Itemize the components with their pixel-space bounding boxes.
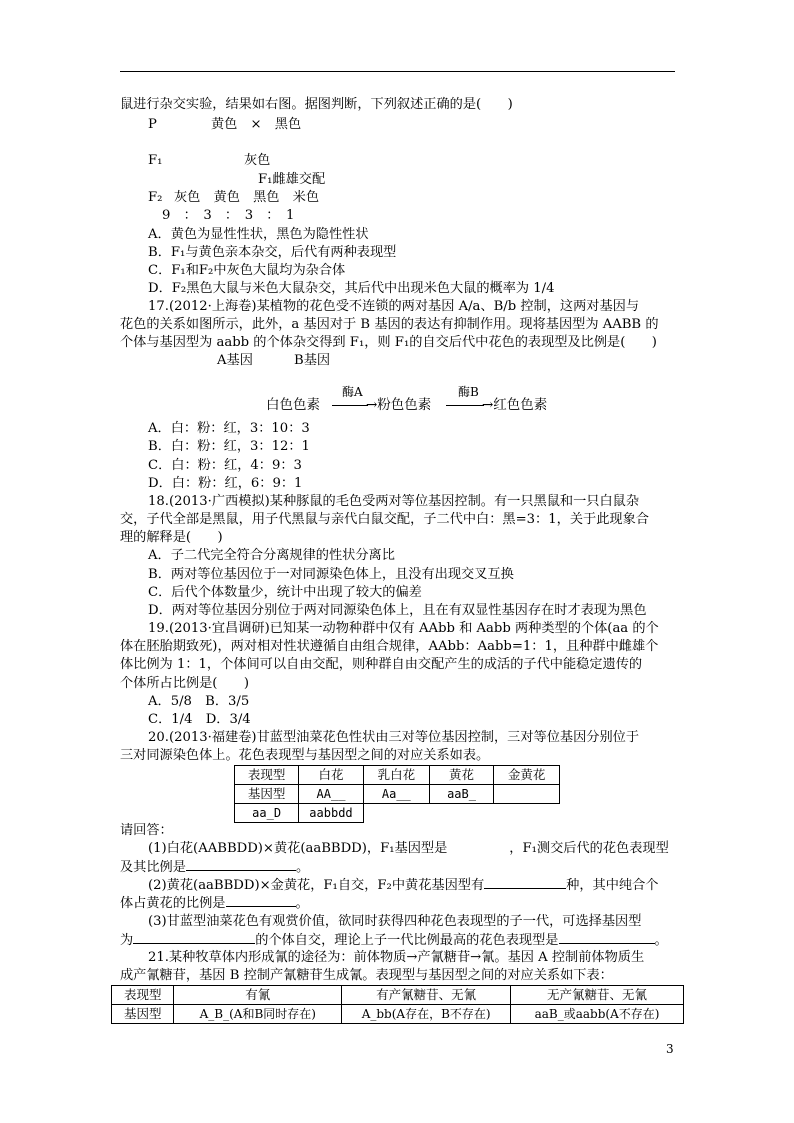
- q17-option-a: A．白：粉：红，3：10：3: [148, 421, 310, 436]
- f2-values: 灰色 黄色 黑色 米色: [174, 190, 320, 205]
- p-cross: 黄色 × 黑色: [211, 117, 302, 132]
- answer-3-text-b: 为: [120, 933, 134, 948]
- table-cell: A_bb(A存在，B不存在): [342, 1005, 511, 1024]
- pathway-red: →红色色素: [482, 397, 548, 413]
- answer-1-text-c: 及其比例是: [120, 860, 186, 875]
- table-row: [112, 1005, 684, 1024]
- table-cell: 有氰: [174, 986, 342, 1005]
- q18-option-c: C．后代个体数量少，统计中出现了较大的偏差: [148, 585, 422, 600]
- answer-2-line-2: [120, 894, 309, 912]
- q17-option-b: B．白：粉：红，3：12：1: [148, 439, 310, 454]
- table-cell: 白花: [299, 766, 364, 785]
- enzyme-b-label: 酶B: [458, 385, 479, 399]
- q16-option-c: C．F₁和F₂中灰色大鼠均为杂合体: [148, 263, 346, 278]
- answer-3-line-2: [120, 931, 668, 949]
- f1-mating: F₁雌雄交配: [258, 172, 326, 187]
- table-cell: aa_D: [235, 804, 299, 823]
- answer-2-text-b: 种，其中纯合个: [566, 878, 659, 893]
- answer-prompt: 请回答：: [120, 823, 173, 838]
- cyanide-table: [111, 985, 684, 1024]
- q19-stem-3: 体比例为 1：1，个体间可以自由交配，则种群自由交配产生的成活的子代中能稳定遗传的: [120, 657, 643, 672]
- pathway-arrow-line-b: [446, 405, 484, 406]
- q16-stem: 鼠进行杂交实验，结果如右图。据图判断，下列叙述正确的是( ): [120, 97, 513, 112]
- q19-options-ab: A．5/8 B．3/5: [148, 694, 250, 709]
- table-cell: Aa__: [363, 785, 429, 804]
- q17-stem-2: 花色的关系如图所示，此外，a 基因对于 B 基因的表达有抑制作用。现将基因型为 AABB 的: [120, 317, 659, 332]
- table-cell: aabbdd: [299, 804, 364, 823]
- answer-3-blank-2[interactable]: [559, 931, 655, 944]
- answer-2-blank-2[interactable]: [226, 894, 296, 907]
- f1-value: 灰色: [244, 153, 271, 168]
- answer-1-blank[interactable]: [186, 858, 296, 871]
- q18-option-d: D．两对等位基因分别位于两对同源染色体上，且在有双显性基因存在时才表现为黑色: [148, 603, 647, 618]
- table-cell: 乳白花: [363, 766, 429, 785]
- punctuation: 。: [295, 896, 309, 911]
- f2-label: F₂: [148, 190, 163, 205]
- punctuation: 。: [295, 860, 310, 875]
- answer-2-text-a: (2)黄花(aaBBDD)×金黄花，F₁自交，F₂中黄花基因型有: [148, 878, 485, 893]
- q17-option-d: D．白：粉：红，6：9：1: [148, 476, 303, 491]
- q19-options-cd: C．1/4 D．3/4: [148, 712, 251, 727]
- answer-1-line-1: [148, 840, 669, 857]
- table-row: [235, 785, 560, 804]
- q18-option-b: B．两对等位基因位于一对同源染色体上，且没有出现交叉互换: [148, 567, 514, 582]
- table-row: [235, 804, 560, 823]
- answer-1-text-b: ，F₁测交后代的花色表现型: [509, 841, 669, 856]
- q17-stem-3: 个体与基因型为 aabb 的个体杂交得到 F₁，则 F₁的自交后代中花色的表现型及比例是( ): [120, 335, 657, 350]
- answer-2-line-1: [148, 876, 658, 894]
- pathway-arrow-line-a: [332, 405, 368, 406]
- table-row: [235, 766, 560, 785]
- header-rule: [120, 71, 675, 72]
- q19-stem-4: 个体所占比例是( ): [120, 676, 249, 691]
- table-cell: aaB_: [429, 785, 493, 804]
- q19-stem-2: 体在胚胎期致死)，两对相对性状遵循自由组合规律，AAbb：Aabb=1：1，且种群中雌雄个: [120, 639, 659, 654]
- enzyme-a-label: 酶A: [342, 385, 363, 399]
- q16-option-a: A．黄色为显性性状，黑色为隐性性状: [148, 227, 369, 242]
- q20-stem-1: 20.(2013·福建卷)甘蓝型油菜花色性状由三对等位基因控制，三对等位基因分别位于: [148, 730, 640, 745]
- table-cell: 基因型: [235, 785, 299, 804]
- q21-stem-2: 成产氰糖苷，基因 B 控制产氰糖苷生成氰。表现型与基因型之间的对应关系如下表：: [120, 968, 613, 983]
- gene-a-label: A基因: [217, 353, 253, 368]
- table-cell: A_B_(A和B同时存在): [174, 1005, 342, 1024]
- q17-stem-1: 17.(2012·上海卷)某植物的花色受不连锁的两对基因 A/a、B/b 控制，这两对基因与: [148, 299, 640, 314]
- flower-color-table: [234, 765, 560, 823]
- table-row: [112, 986, 684, 1005]
- table-cell: 表现型: [235, 766, 299, 785]
- gene-b-label: B基因: [294, 353, 331, 368]
- table-cell: 有产氰糖苷、无氰: [342, 986, 511, 1005]
- q18-stem-3: 理的解释是( ): [120, 530, 223, 545]
- f2-ratio: 9 ： 3 ： 3 ： 1: [162, 208, 295, 223]
- answer-2-text-c: 体占黄花的比例是: [120, 896, 226, 911]
- q18-stem-1: 18.(2013·广西模拟)某种豚鼠的毛色受两对等位基因控制。有一只黑鼠和一只白鼠杂: [148, 494, 640, 509]
- p-label: P: [148, 117, 157, 132]
- q21-stem-1: 21.某种牧草体内形成氰的途径为：前体物质→产氰糖苷→氰。基因 A 控制前体物质生: [148, 950, 645, 965]
- table-cell: 表现型: [112, 986, 174, 1005]
- table-cell: 金黄花: [494, 766, 560, 785]
- pathway-white: 白色色素: [266, 397, 320, 413]
- q18-stem-2: 交，子代全部是黑鼠，用子代黑鼠与亲代白鼠交配，子二代中白：黑=3：1，关于此现象合: [120, 512, 649, 527]
- answer-1-text-a: (1)白花(AABBDD)×黄花(aaBBDD)，F₁基因型是: [148, 841, 448, 856]
- answer-3-blank-1[interactable]: [133, 931, 255, 944]
- table-cell: 基因型: [112, 1005, 174, 1024]
- table-cell: AA__: [299, 785, 364, 804]
- answer-2-blank-1[interactable]: [484, 876, 566, 889]
- q19-stem-1: 19.(2013·宜昌调研)已知某一动物种群中仅有 AAbb 和 Aabb 两种类型的个体(aa 的个: [148, 621, 659, 636]
- table-cell: aaB_或aabb(A不存在): [511, 1005, 684, 1024]
- q20-stem-2: 三对同源染色体上。花色表现型与基因型之间的对应关系如表。: [120, 748, 490, 763]
- q16-option-d: D．F₂黑色大鼠与米色大鼠杂交，其后代中出现米色大鼠的概率为 1/4: [148, 281, 555, 296]
- table-cell: 黄花: [429, 766, 493, 785]
- answer-3-line-1: (3)甘蓝型油菜花色有观赏价值，欲同时获得四种花色表现型的子一代，可选择基因型: [148, 914, 642, 929]
- f1-label: F₁: [148, 153, 163, 168]
- page-number: 3: [666, 1042, 674, 1056]
- q16-option-b: B．F₁与黄色亲本杂交，后代有两种表现型: [148, 245, 397, 260]
- punctuation: 。: [654, 933, 668, 948]
- answer-1-line-2: [120, 858, 309, 876]
- pathway-pink: →粉色色素: [366, 397, 432, 413]
- table-cell: 无产氰糖苷、无氰: [511, 986, 684, 1005]
- answer-3-text-c: 的个体自交，理论上子一代比例最高的花色表现型是: [255, 933, 559, 948]
- table-cell: [494, 785, 560, 804]
- q18-option-a: A．子二代完全符合分离规律的性状分离比: [148, 548, 395, 563]
- q17-option-c: C．白：粉：红，4：9：3: [148, 458, 302, 473]
